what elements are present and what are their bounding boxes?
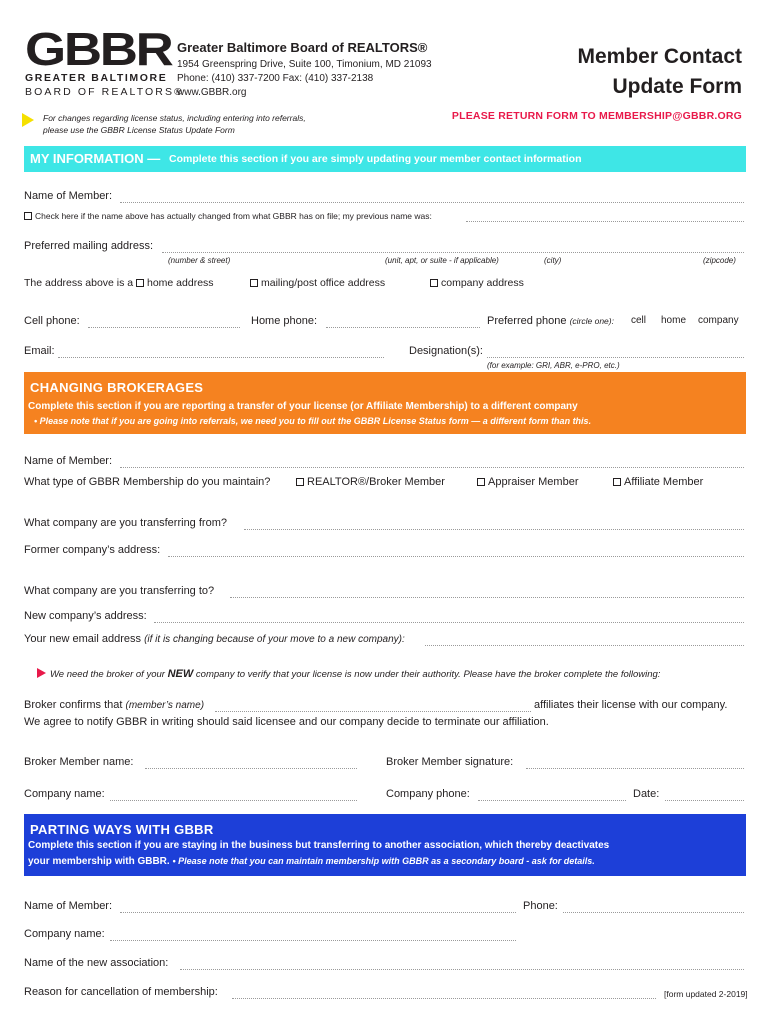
home-address-checkbox[interactable] — [136, 279, 144, 287]
name-changed-row — [24, 211, 432, 221]
broker-note-pre: We need the broker of your — [50, 669, 165, 680]
new-email-field[interactable] — [425, 645, 744, 646]
company-phone-label: Company phone: — [386, 788, 470, 800]
parting-member-name-label: Name of Member: — [24, 900, 113, 912]
parting-phone-label: Phone: — [523, 900, 558, 912]
date-label: Date: — [633, 788, 660, 800]
designation-label: Designation(s): — [409, 345, 483, 357]
mailing-address-checkbox[interactable] — [250, 279, 258, 287]
cell-phone-label: Cell phone: — [24, 315, 80, 327]
mailing-address-label: mailing/post office address — [261, 277, 386, 289]
new-address-field[interactable] — [154, 622, 744, 623]
parting-member-name-field[interactable] — [120, 912, 516, 913]
city-hint: (city) — [544, 256, 562, 265]
changing-brokerages-note: • Please note that if you are going into referrals, we need you to fill out the GBBR License Status form — a different form than this. — [34, 416, 592, 426]
previous-name-field[interactable] — [466, 221, 744, 222]
organization-phone-fax: Phone: (410) 337-7200 Fax: (410) 337-2138 — [177, 73, 374, 84]
preferred-phone-text: Preferred phone — [487, 315, 567, 327]
logo-subtitle-1: GREATER BALTIMORE — [25, 72, 168, 84]
transfer-to-label: What company are you transferring to? — [24, 585, 215, 597]
preferred-phone-label — [487, 315, 614, 327]
circle-one-hint: (circle one): — [569, 316, 614, 326]
transfer-to-field[interactable] — [230, 597, 744, 598]
name-changed-checkbox[interactable] — [24, 212, 32, 220]
form-title-line-2: Update Form — [612, 75, 742, 98]
new-email-note: (if it is changing because of your move to a new company): — [144, 634, 405, 645]
new-email-label — [24, 633, 405, 645]
broker-signature-field[interactable] — [526, 768, 744, 769]
cancellation-reason-field[interactable] — [232, 998, 656, 999]
address-type-mailing[interactable] — [250, 277, 385, 289]
note-line-2: please use the GBBR License Status Update Form — [43, 125, 235, 135]
parting-ways-subtitle: Complete this section if you are staying in the business but transferring to another association, which thereby deactivates — [28, 840, 610, 851]
transfer-from-field[interactable] — [244, 529, 744, 530]
pref-home-option[interactable]: home — [661, 315, 687, 326]
company-phone-field[interactable] — [478, 800, 626, 801]
form-title-line-1: Member Contact — [577, 45, 742, 68]
new-email-text: Your new email address — [24, 633, 141, 645]
broker-company-name-label: Company name: — [24, 788, 105, 800]
members-name-hint: (member’s name) — [125, 700, 205, 711]
organization-name: Greater Baltimore Board of REALTORS® — [177, 40, 428, 55]
broker-signature-label: Broker Member signature: — [386, 756, 514, 768]
organization-address: 1954 Greenspring Drive, Suite 100, Timonium, MD 21093 — [177, 59, 432, 70]
cancellation-reason-label: Reason for cancellation of membership: — [24, 986, 218, 998]
return-instructions: PLEASE RETURN FORM TO MEMBERSHIP@GBBR.ORG — [451, 110, 742, 122]
broker-confirms-tail: affiliates their license with our company. — [534, 699, 728, 711]
parting-ways-header — [24, 814, 746, 876]
new-association-field[interactable] — [180, 969, 744, 970]
parting-ways-subtitle-2 — [28, 856, 595, 867]
changing-brokerages-title: CHANGING BROKERAGES — [30, 380, 204, 395]
new-address-label: New company’s address: — [24, 610, 147, 622]
parting-ways-subtitle-2a: your membership with GBBR. — [28, 856, 170, 867]
home-phone-field[interactable] — [326, 327, 480, 328]
organization-website[interactable]: www.GBBR.org — [177, 87, 247, 98]
gbbr-logo: GBBR — [25, 23, 172, 75]
pref-company-option[interactable]: company — [698, 315, 739, 326]
my-information-title: MY INFORMATION — — [30, 151, 161, 166]
broker-note-post: company to verify that your license is now under their authority. Please have the broker complete the following: — [195, 669, 661, 680]
note-line-1: For changes regarding license status, including entering into referrals, — [43, 113, 306, 123]
form-title — [542, 42, 742, 102]
pref-cell-option[interactable]: cell — [631, 315, 647, 326]
member-name-label: Name of Member: — [24, 190, 113, 202]
date-field[interactable] — [665, 800, 744, 801]
email-label: Email: — [24, 345, 55, 357]
former-address-label: Former company’s address: — [24, 544, 161, 556]
broker-name-label: Broker Member name: — [24, 756, 134, 768]
company-address-label: company address — [441, 277, 524, 289]
home-phone-label: Home phone: — [251, 315, 318, 327]
broker-note-new: NEW — [167, 668, 194, 680]
broker-agreement-text: We agree to notify GBBR in writing should said licensee and our company decide to terminate our affiliation. — [24, 716, 549, 728]
license-status-note — [43, 112, 306, 136]
parting-phone-field[interactable] — [563, 912, 744, 913]
realtor-label: REALTOR®/Broker Member — [307, 476, 445, 488]
appraiser-checkbox[interactable] — [477, 478, 485, 486]
address-type-label: The address above is a — [24, 277, 134, 289]
broker-name-field[interactable] — [145, 768, 357, 769]
broker-confirms-text: Broker confirms that — [24, 699, 123, 711]
name-changed-label: Check here if the name above has actually changed from what GBBR has on file; my previous name was: — [35, 211, 432, 221]
yellow-arrow-icon — [22, 113, 34, 127]
changing-brokerages-header — [24, 372, 746, 434]
former-address-field[interactable] — [168, 556, 744, 557]
unit-hint: (unit, apt, or suite - if applicable) — [385, 256, 499, 265]
parting-company-field[interactable] — [110, 940, 516, 941]
new-association-label: Name of the new association: — [24, 957, 169, 969]
street-hint: (number & street) — [168, 256, 231, 265]
broker-member-name-label: Name of Member: — [24, 455, 113, 467]
broker-verify-note — [37, 668, 660, 680]
transfer-from-label: What company are you transferring from? — [24, 517, 227, 529]
member-name-field[interactable] — [120, 202, 744, 203]
membership-appraiser-option[interactable] — [477, 476, 578, 488]
broker-company-name-field[interactable] — [110, 800, 357, 801]
parting-ways-note: • Please note that you can maintain membership with GBBR as a secondary board - ask for details. — [172, 856, 595, 866]
membership-realtor-option[interactable] — [296, 476, 445, 488]
red-arrow-icon — [37, 668, 46, 678]
confirmed-member-name-field[interactable] — [215, 711, 531, 712]
changing-brokerages-subtitle: Complete this section if you are reporting a transfer of your license (or Affiliate Membership) to a different company — [28, 401, 578, 412]
logo-subtitle-2: BOARD OF REALTORS® — [25, 86, 184, 98]
email-field[interactable] — [58, 357, 384, 358]
zip-hint: (zipcode) — [703, 256, 736, 265]
my-information-header — [24, 146, 746, 172]
parting-ways-title: PARTING WAYS WITH GBBR — [30, 822, 214, 837]
affiliate-label: Affiliate Member — [624, 476, 704, 488]
affiliate-checkbox[interactable] — [613, 478, 621, 486]
membership-affiliate-option[interactable] — [613, 476, 703, 488]
broker-member-name-field[interactable] — [120, 467, 744, 468]
address-type-home[interactable] — [136, 277, 214, 289]
form-updated-footer: [form updated 2-2019] — [664, 989, 748, 999]
realtor-checkbox[interactable] — [296, 478, 304, 486]
broker-confirms-label — [24, 699, 204, 711]
designation-field[interactable] — [487, 357, 744, 358]
address-type-company[interactable] — [430, 277, 524, 289]
appraiser-label: Appraiser Member — [488, 476, 579, 488]
my-information-subtitle: Complete this section if you are simply updating your member contact information — [169, 153, 582, 165]
membership-type-label: What type of GBBR Membership do you maintain? — [24, 476, 271, 488]
mailing-address-field[interactable] — [162, 252, 744, 253]
home-address-label: home address — [147, 277, 214, 289]
parting-company-label: Company name: — [24, 928, 105, 940]
designation-example: (for example: GRI, ABR, e-PRO, etc.) — [487, 361, 620, 370]
cell-phone-field[interactable] — [88, 327, 240, 328]
mailing-address-label: Preferred mailing address: — [24, 240, 154, 252]
company-address-checkbox[interactable] — [430, 279, 438, 287]
